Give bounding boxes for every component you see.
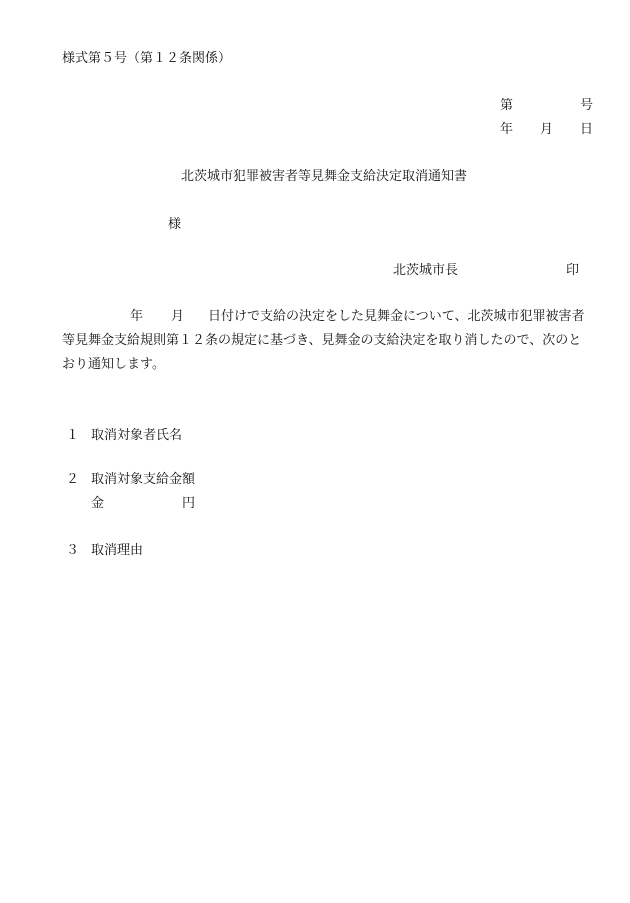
issuer-seal-mark: 印 (566, 263, 580, 278)
body-text-line-2: 等見舞金支給規則第１２条の規定に基づき、見舞金の支給決定を取り消したので、次のと (62, 333, 582, 348)
form-number: 様式第５号（第１２条関係） (62, 51, 232, 66)
body-text-line-3: おり通知します。 (62, 357, 165, 372)
recipient-honorific: 様 (168, 217, 182, 232)
item-1-number: １ (66, 428, 80, 443)
body-month-label: 月 (171, 309, 185, 324)
item-1-label: 取消対象者氏名 (91, 428, 183, 443)
amount-prefix: 金 (91, 496, 105, 511)
document-number-label: 第 (500, 98, 514, 113)
issuer-name: 北茨城市長 (393, 263, 459, 278)
body-text-line-1-rest: 日付けで支給の決定をした見舞金について、北茨城市犯罪被害者 (208, 309, 585, 324)
date-year-label: 年 (500, 122, 514, 137)
item-3-label: 取消理由 (91, 543, 144, 558)
item-2-label: 取消対象支給金額 (91, 472, 196, 487)
amount-unit: 円 (182, 496, 196, 511)
item-2-number: ２ (66, 472, 80, 487)
document-title: 北茨城市犯罪被害者等見舞金支給決定取消通知書 (181, 169, 468, 184)
date-month-label: 月 (540, 122, 554, 137)
body-text-line-1 (62, 310, 585, 323)
document-number-suffix: 号 (580, 98, 594, 113)
item-3-number: ３ (66, 543, 80, 558)
date-day-label: 日 (580, 122, 594, 137)
body-year-label: 年 (130, 309, 144, 324)
